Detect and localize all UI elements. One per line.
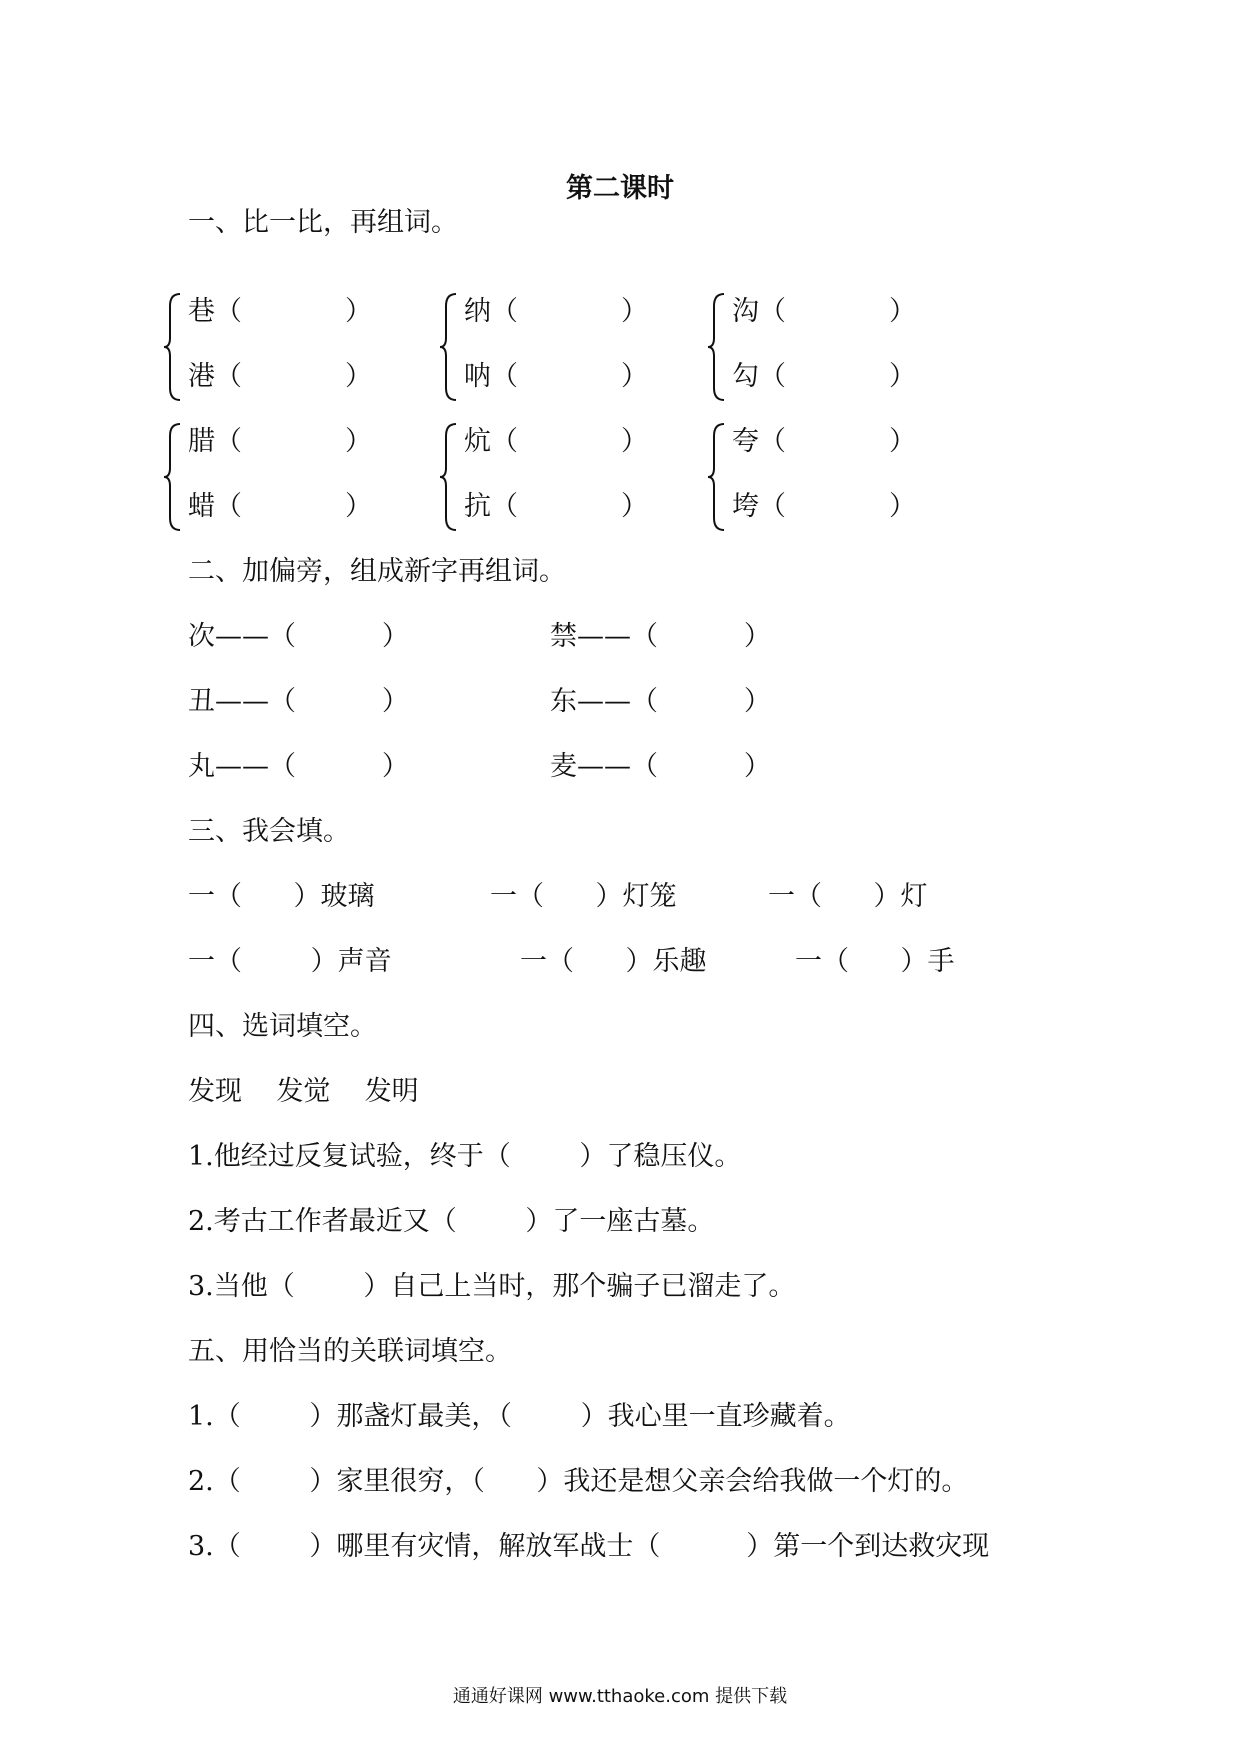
brace-bracket	[706, 292, 728, 402]
group-5-line-2: 抗（ ）	[464, 491, 648, 522]
group-1-line-1: 巷（ ）	[188, 296, 372, 327]
section-1-heading: 一、比一比，再组词。	[188, 207, 458, 238]
fill-sentence: 3.当他（ ）自己上当时，那个骗子已溜走了。	[188, 1271, 796, 1302]
measure-word-item: 一（ ）手	[795, 946, 955, 977]
measure-word-item: 一（ ）玻璃	[188, 881, 375, 912]
group-4-line-1: 腊（ ）	[188, 426, 372, 457]
group-6-line-2: 垮（ ）	[732, 491, 916, 522]
brace-bracket	[438, 422, 460, 532]
radical-item: 次——（ ）	[188, 621, 409, 652]
conjunction-sentence: 1.（ ）那盏灯最美，（ ）我心里一直珍藏着。	[188, 1401, 851, 1432]
measure-word-item: 一（ ）声音	[188, 946, 392, 977]
footer-credit: 通通好课网 www.tthaoke.com 提供下载	[452, 1686, 788, 1707]
brace-bracket	[162, 292, 184, 402]
measure-word-item: 一（ ）乐趣	[520, 946, 707, 977]
fill-sentence: 2.考古工作者最近又（ ）了一座古墓。	[188, 1206, 715, 1237]
group-1-line-2: 港（ ）	[188, 361, 372, 392]
section-2-heading: 二、加偏旁，组成新字再组词。	[188, 556, 566, 587]
section-5-heading: 五、用恰当的关联词填空。	[188, 1336, 512, 1367]
measure-word-item: 一（ ）灯笼	[490, 881, 677, 912]
brace-bracket	[438, 292, 460, 402]
radical-item: 麦——（ ）	[550, 751, 771, 782]
group-3-line-2: 勾（ ）	[732, 361, 916, 392]
measure-word-item: 一（ ）灯	[768, 881, 928, 912]
group-2-line-1: 纳（ ）	[464, 296, 648, 327]
brace-bracket	[162, 422, 184, 532]
group-6-line-1: 夸（ ）	[732, 426, 916, 457]
radical-item: 东——（ ）	[550, 686, 771, 717]
word-choices: 发现 发觉 发明	[188, 1076, 419, 1107]
section-4-heading: 四、选词填空。	[188, 1011, 377, 1042]
radical-item: 丸——（ ）	[188, 751, 409, 782]
group-4-line-2: 蜡（ ）	[188, 491, 372, 522]
group-5-line-1: 炕（ ）	[464, 426, 648, 457]
radical-item: 禁——（ ）	[550, 621, 771, 652]
page-title: 第二课时	[566, 173, 674, 204]
section-3-heading: 三、我会填。	[188, 816, 350, 847]
conjunction-sentence: 2.（ ）家里很穷，（ ）我还是想父亲会给我做一个灯的。	[188, 1466, 969, 1497]
radical-item: 丑——（ ）	[188, 686, 409, 717]
conjunction-sentence: 3.（ ）哪里有灾情，解放军战士（ ）第一个到达救灾现	[188, 1531, 990, 1562]
fill-sentence: 1.他经过反复试验，终于（ ）了稳压仪。	[188, 1141, 742, 1172]
brace-bracket	[706, 422, 728, 532]
group-3-line-1: 沟（ ）	[732, 296, 916, 327]
group-2-line-2: 呐（ ）	[464, 361, 648, 392]
